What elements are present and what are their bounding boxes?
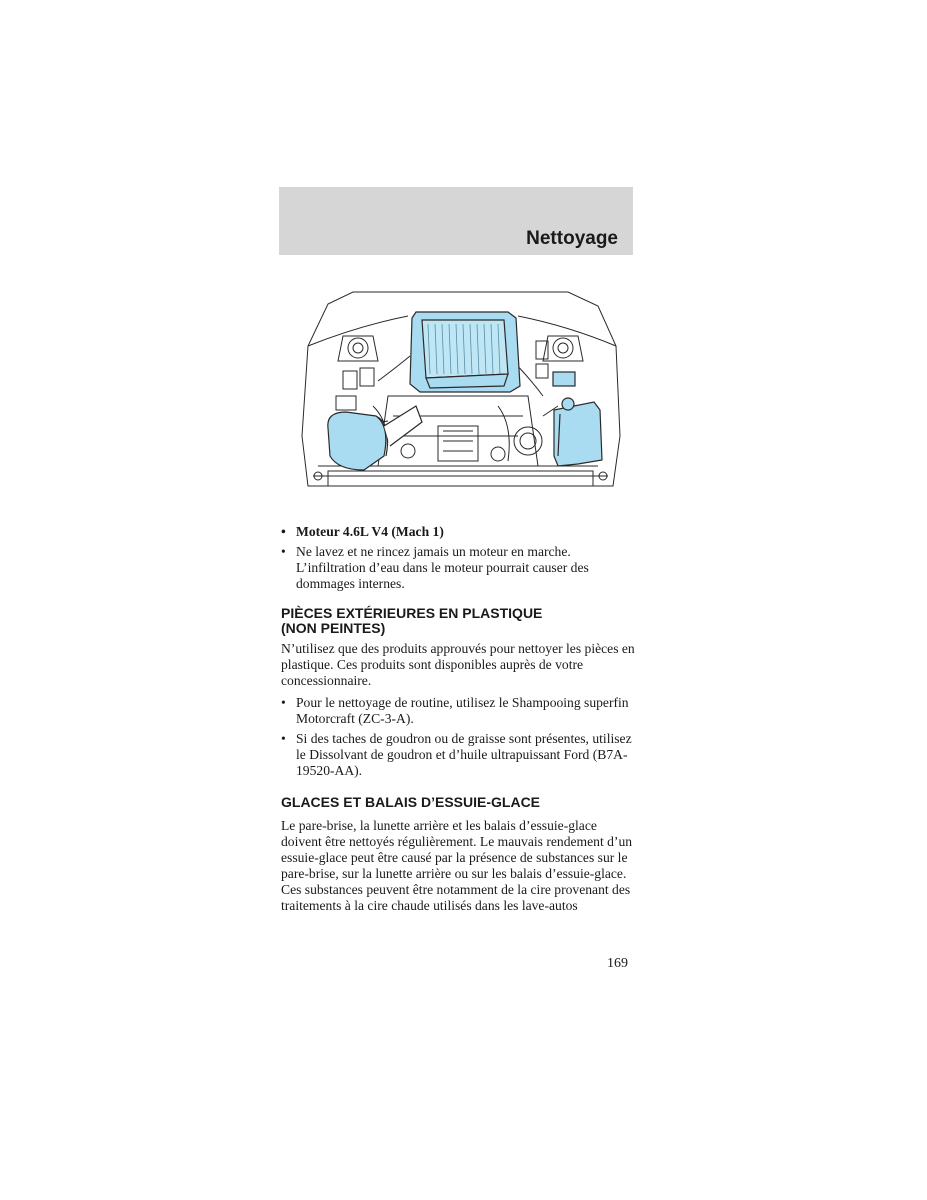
heading-line: (NON PEINTES) [281,620,386,636]
chapter-title: Nettoyage [526,228,618,249]
list-item [281,544,635,592]
warning-text: Ne lavez et ne rincez jamais un moteur en marche. L’infiltration d’eau dans le moteur pourrait causer des dommages internes. [296,544,589,591]
list-item [281,695,635,727]
list-item [281,731,635,779]
engine-compartment-illustration [298,286,623,498]
section-heading-glass: GLACES ET BALAIS D’ESSUIE-GLACE [281,794,541,810]
engine-label: Moteur 4.6L V4 (Mach 1) [296,524,444,539]
page-number: 169 [607,956,628,971]
heading-line: PIÈCES EXTÉRIEURES EN PLASTIQUE [281,605,543,621]
paragraph-glass: Le pare-brise, la lunette arrière et les balais d’essuie-glace doivent être nettoyés régulièrement. Le mauvais rendement d’un essuie-glace peut être causé par la présence de substances sur le pare-brise, sur la lunette arrière ou sur les balais d’essuie-glace. Ces substances peuvent être notamment de la cire provenant des traitements à la cire chaude utilisés dans les lave-autos [281,818,633,913]
top-bullet-list [281,524,635,592]
bullet-icon: • [281,695,286,710]
list-item [281,524,635,540]
bullet-icon: • [281,731,286,746]
engine-illustration-svg [298,286,623,498]
page-content [281,524,635,920]
chapter-header-bar [279,187,633,255]
bullet-icon: • [281,544,286,559]
list-item-text: Pour le nettoyage de routine, utilisez le Shampooing superfin Motorcraft (ZC-3-A). [296,695,629,726]
plastic-bullet-list [281,695,635,779]
section-heading-plastic [281,606,635,636]
paragraph-plastic: N’utilisez que des produits approuvés pour nettoyer les pièces en plastique. Ces produits sont disponibles auprès de votre concessionnaire. [281,641,635,688]
list-item-text: Si des taches de goudron ou de graisse sont présentes, utilisez le Dissolvant de goudron et d’huile ultrapuissant Ford (B7A-19520-AA). [296,731,632,778]
bullet-icon: • [281,524,286,539]
